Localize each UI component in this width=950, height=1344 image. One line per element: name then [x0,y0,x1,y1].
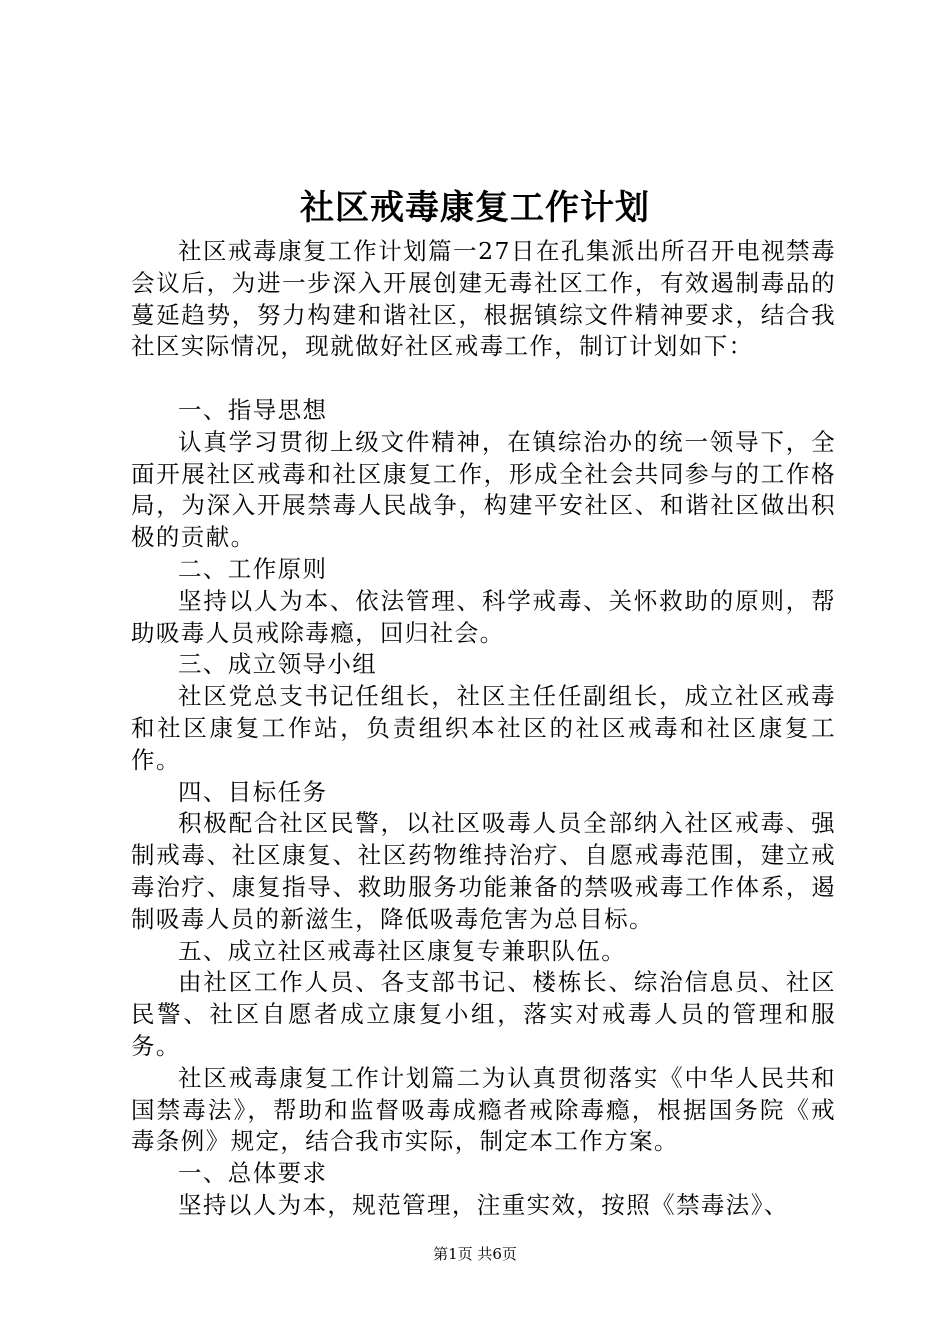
paragraph-guiding-ideology: 认真学习贯彻上级文件精神，在镇综治办的统一领导下，全面开展社区戒毒和社区康复工作，形成全社会共同参与的工作格局，为深入开展禁毒人民战争，构建平安社区、和谐社区做出积极的贡献。 [131,427,836,552]
paragraph-leadership-group: 社区党总支书记任组长，社区主任任副组长，成立社区戒毒和社区康复工作站，负责组织本社区的社区戒毒和社区康复工作。 [131,682,836,774]
document-title: 社区戒毒康复工作计划 [300,188,650,228]
paragraph-work-principles: 坚持以人为本、依法管理、科学戒毒、关怀救助的原则，帮助吸毒人员戒除毒瘾，回归社会。 [131,586,836,647]
heading-leadership-group: 三、成立领导小组 [178,650,378,679]
heading-team: 五、成立社区戒毒社区康复专兼职队伍。 [178,936,627,965]
paragraph-goals-tasks: 积极配合社区民警，以社区吸毒人员全部纳入社区戒毒、强制戒毒、社区康复、社区药物维持治疗、自愿戒毒范围，建立戒毒治疗、康复指导、救助服务功能兼备的禁吸戒毒工作体系，遏制吸毒人员的新滋生，降低吸毒危害为总目标。 [131,809,836,933]
paragraph-team: 由社区工作人员、各支部书记、楼栋长、综治信息员、社区民警、社区自愿者成立康复小组，落实对戒毒人员的管理和服务。 [131,968,836,1060]
document-body [131,236,836,1222]
heading-work-principles: 二、工作原则 [178,554,328,583]
paragraph-intro: 社区戒毒康复工作计划篇一27日在孔集派出所召开电视禁毒会议后，为进一步深入开展创建无毒社区工作，有效遏制毒品的蔓延趋势，努力构建和谐社区，根据镇综文件精神要求，结合我社区实际情况，现就做好社区戒毒工作，制订计划如下： [131,237,836,361]
heading-goals-tasks: 四、目标任务 [178,777,328,806]
heading-guiding-ideology: 一、指导思想 [178,395,328,424]
paragraph-general-requirements: 坚持以人为本，规范管理，注重实效，按照《禁毒法》、 [178,1190,789,1219]
page-number: 第1页 共6页 [433,1245,517,1263]
heading-general-requirements: 一、总体要求 [178,1159,328,1188]
paragraph-plan-two-intro: 社区戒毒康复工作计划篇二为认真贯彻落实《中华人民共和国禁毒法》，帮助和监督吸毒成瘾者戒除毒瘾，根据国务院《戒毒条例》规定，结合我市实际，制定本工作方案。 [131,1063,836,1156]
